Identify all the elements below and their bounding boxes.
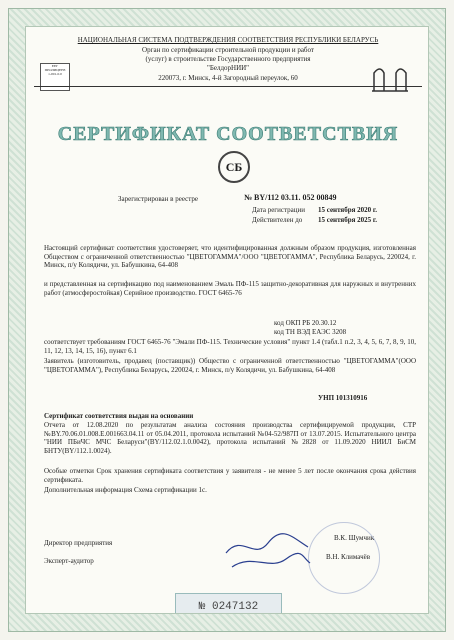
director-name: В.К. Шумчик — [334, 534, 375, 542]
sb-logo-icon: СБ — [218, 151, 250, 183]
serial-number: № 0247132 — [175, 593, 282, 614]
paragraph-applicant: Заявитель (изготовитель, продавец (поставщик)) Общество с ограниченной ответственностью "ЦВЕТОГАММА"(ООО "ЦВЕТОГАММА"), Республика Беларусь, 220024, г. Минск, п/у Колядичи, ул. Бабушкина, 64-408 — [44, 357, 416, 374]
valid-until-label: Действителен до — [252, 216, 303, 224]
okp-code: код ОКП РБ 20.30.12 — [274, 319, 337, 327]
unp-number: УНП 101310916 — [318, 394, 368, 402]
expert-label: Эксперт-аудитор — [44, 557, 94, 565]
registry-label: Зарегистрирован в реестре — [118, 195, 198, 203]
national-system: НАЦИОНАЛЬНАЯ СИСТЕМА ПОДТВЕРЖДЕНИЯ СООТВЕТСТВИЯ РЕСПУБЛИКИ БЕЛАРУСЬ — [77, 36, 379, 44]
director-label: Директор предприятия — [44, 539, 113, 547]
paragraph-product-origin: Настоящий сертификат соответствия удостоверяет, что идентифицированная должным образом продукция, изготовленная Обществом с ограниченной ответственностью "ЦВЕТОГАММА"/ООО "ЦВЕТОГАММА", Республика Беларусь, 220024, г. Минск, п/у Колядичи, ул. Бабушкина, 64-408 — [44, 244, 416, 270]
divider — [34, 86, 422, 87]
paragraph-product-name: и представленная на сертификацию под наименованием Эмаль ПФ-115 защитно-декоративная для наружных и внутренних работ (атмосферостойкая) Серийное производство. ГОСТ 6465-76 — [44, 280, 416, 297]
tnved-code: код ТН ВЭД ЕАЭС 3208 — [274, 328, 347, 336]
registration-date-label: Дата регистрации — [252, 206, 306, 214]
signature-icon — [222, 531, 312, 571]
organ-line-1: Орган по сертификации строительной продукции и работ — [142, 46, 314, 54]
paragraph-basis: Отчета от 12.08.2020 по результатам анализа состояния производства сертифицируемой продукции, СТР №BY.70.06.01.008.Е.001663.04.11 от 05.04.2011, протокола испытаний №04-52/987П от 13.07.2015. Испытательного центра "НИИ ПБиЧС МЧС Беларуси"(BY/112.02.1.0.0042), протокола испытаний №2828 от 11.09.2020 НИИЛ БиСМ БНТУ(BY/112.1.0024). — [44, 421, 416, 455]
certificate-title: СЕРТИФИКАТ СООТВЕТСТВИЯ — [57, 123, 399, 145]
expert-name: В.Н. Климачёв — [326, 553, 371, 561]
registration-date: 15 сентября 2020 г. — [318, 206, 378, 214]
official-seal-icon — [308, 522, 380, 594]
valid-until-date: 15 сентября 2025 г. — [318, 216, 378, 224]
certificate-page — [25, 26, 429, 614]
basis-title: Сертификат соответствия выдан на основании — [44, 412, 194, 420]
left-stamp: ЕЕГ ПРОЛИЦЕНЗ 1-001-0.0 — [40, 63, 70, 91]
organ-logo-icon — [370, 61, 410, 95]
paragraph-additional-info: Дополнительная информация Схема сертификации 1с. — [44, 486, 207, 494]
paragraph-requirements: соответствует требованиям ГОСТ 6465-76 "Эмали ПФ-115. Технические условия" пункт 1.4 (табл.1 п.2, 3, 4, 5, 6, 7, 8, 9, 10, 11, 12, 13, 14, 15, 16), пункт 6.1 — [44, 338, 416, 355]
organ-line-2: (услуг) в строительстве Государственного предприятия — [145, 55, 311, 63]
organ-address: 220073, г. Минск, 4-й Загородный переулок, 60 — [158, 74, 298, 82]
paragraph-special-notes: Особые отметки Срок хранения сертификата соответствия у заявителя - не менее 5 лет после окончания срока действия сертификата. — [44, 467, 416, 484]
organ-line-3: "БелдорНИИ" — [206, 64, 250, 72]
registry-number: № BY/112 03.11. 052 00849 — [244, 193, 337, 202]
